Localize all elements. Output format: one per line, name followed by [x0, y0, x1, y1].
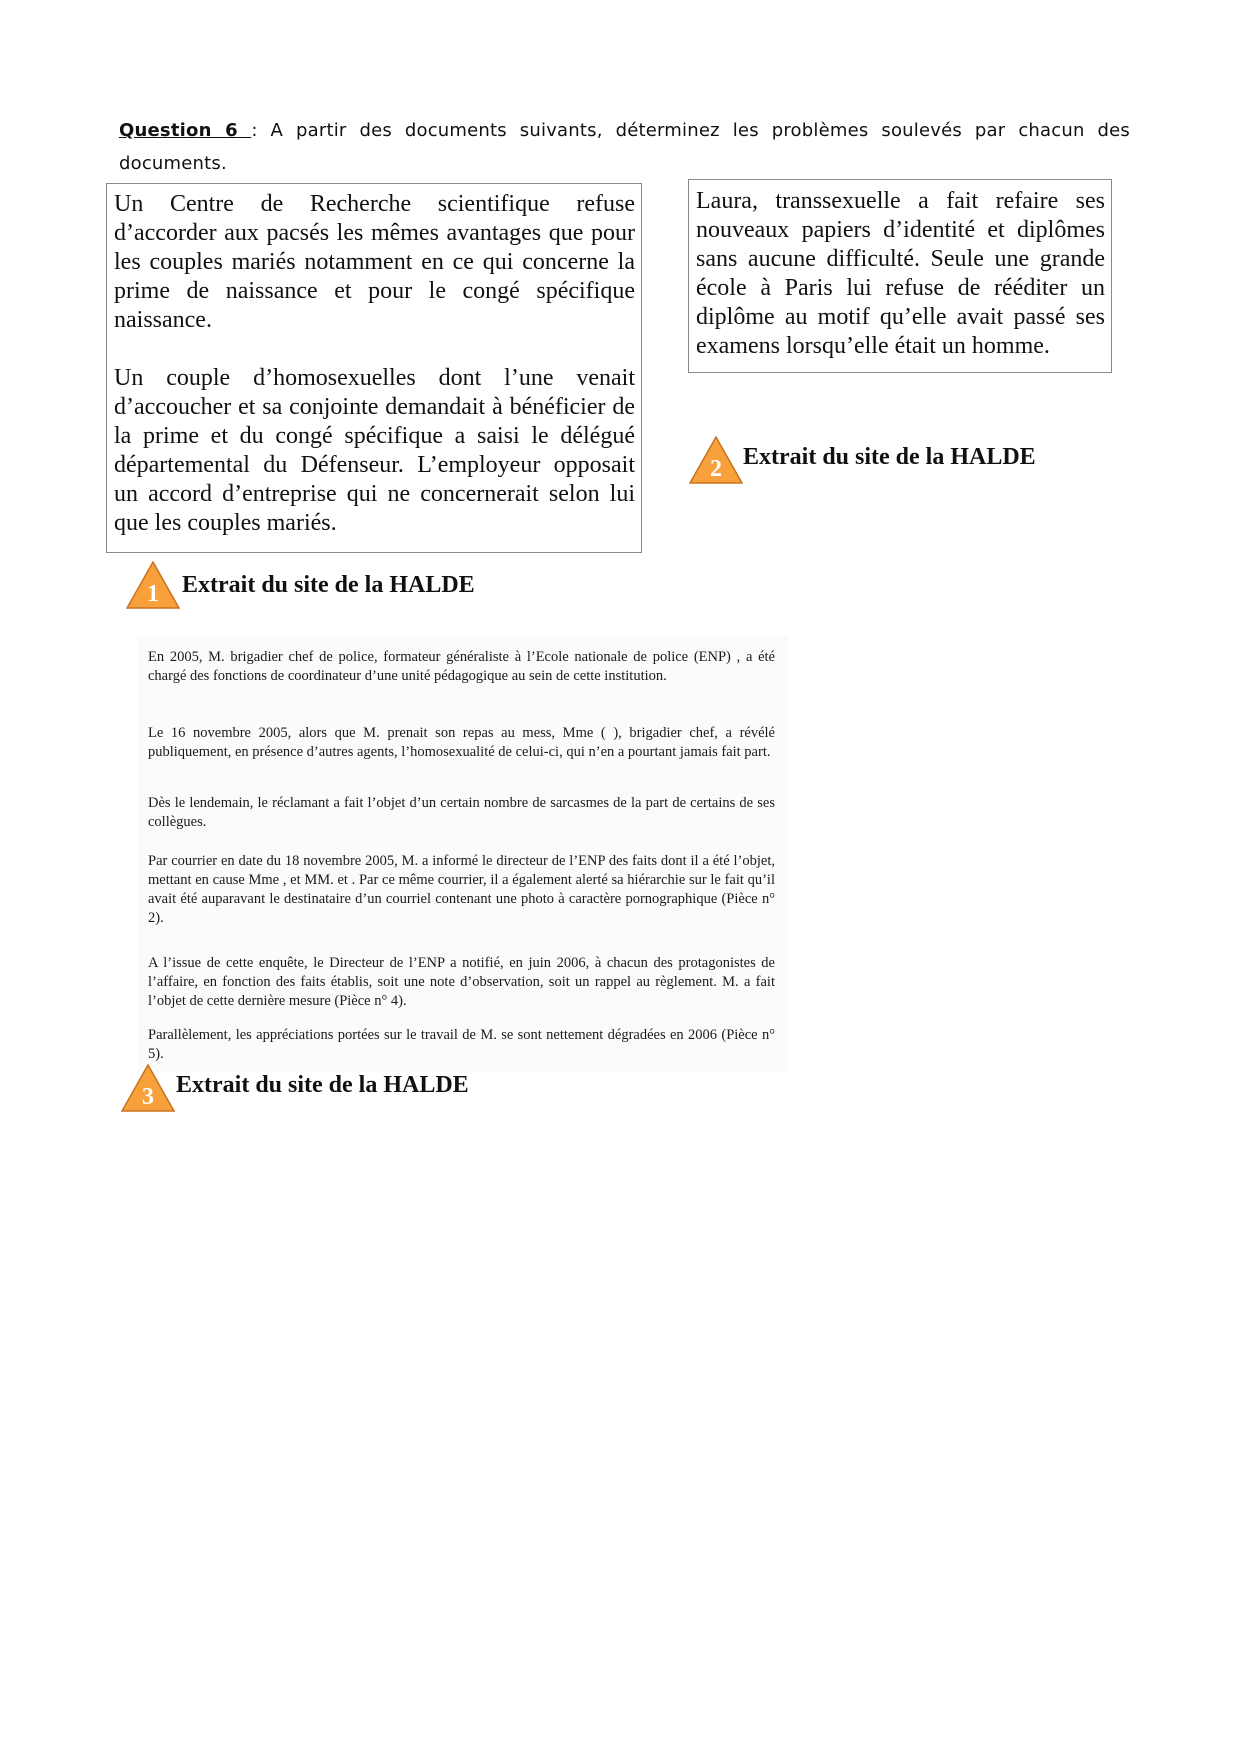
- document-3-number: 3: [142, 1084, 154, 1110]
- document-2-number: 2: [710, 456, 722, 482]
- document-3-paragraph-5: A l’issue de cette enquête, le Directeur de l’ENP a notifié, en juin 2006, à chacun des protagonistes de l’affaire, en fonction des faits établis, soit une note d’observation, soit un rappel au règlement. M. a fait l’objet de cette dernière mesure (Pièce n° 4).: [148, 955, 775, 1009]
- document-2-number-badge: [689, 436, 743, 484]
- document-3-paragraph-4: Par courrier en date du 18 novembre 2005, M. a informé le directeur de l’ENP des faits dont il a été l’objet, mettant en cause Mme , et MM. et . Par ce même courrier, il a également alerté sa hiérarchie sur le fait qu’il avait été auparavant le destinataire d’un courriel contenant une photo à caractère pornographique (Pièce n° 2).: [148, 853, 775, 926]
- document-1-paragraph-1: Un Centre de Recherche scientifique refuse d’accorder aux pacsés les mêmes avantages que pour les couples mariés notamment en ce qui concerne la prime de naissance et pour le congé spécifique naissance.: [114, 191, 635, 333]
- document-2-box: [688, 179, 1112, 373]
- document-3-paragraph-1: En 2005, M. brigadier chef de police, formateur généraliste à l’Ecole nationale de police (ENP) , a été chargé des fonctions de coordinateur d’une unité pédagogique au sein de cette institution.: [148, 649, 775, 684]
- question-text: : A partir des documents suivants, déterminez les problèmes soulevés par chacun des documents.: [119, 120, 1130, 174]
- document-1-box: [106, 183, 642, 553]
- document-2-text: Laura, transsexuelle a fait refaire ses nouveaux papiers d’identité et diplômes sans aucune difficulté. Seule une grande école à Paris lui refuse de rééditer un diplôme au motif qu’elle avait passé ses examens lorsqu’elle était un homme.: [696, 188, 1105, 359]
- document-1-paragraph-2: Un couple d’homosexuelles dont l’une venait d’accoucher et sa conjointe demandait à bénéficier de la prime et du congé spécifique a saisi le délégué départemental du Défenseur. L’employeur opposait un accord d’entreprise qui ne concernerait selon lui que les couples mariés.: [114, 365, 635, 536]
- document-3-paragraph-2: Le 16 novembre 2005, alors que M. prenait son repas au mess, Mme ( ), brigadier chef, a révélé publiquement, en présence d’autres agents, l’homosexualité de celui-ci, qui n’en a pourtant jamais fait part.: [148, 725, 775, 760]
- document-1-caption: Extrait du site de la HALDE: [182, 572, 475, 598]
- document-3-caption: Extrait du site de la HALDE: [176, 1072, 469, 1098]
- document-2-caption: Extrait du site de la HALDE: [743, 444, 1036, 470]
- document-3-paragraph-6: Parallèlement, les appréciations portées sur le travail de M. se sont nettement dégradées en 2006 (Pièce n° 5).: [148, 1027, 775, 1062]
- document-1-number: 1: [147, 581, 159, 607]
- document-3-paragraph-3: Dès le lendemain, le réclamant a fait l’objet d’un certain nombre de sarcasmes de la part de certains de ses collègues.: [148, 795, 775, 830]
- question-label: Question 6: [119, 120, 252, 141]
- question-heading: [119, 114, 1130, 180]
- document-1-number-badge: [126, 561, 180, 609]
- document-3-number-badge: [121, 1064, 175, 1112]
- document-3-scanned-extract: [138, 636, 788, 1072]
